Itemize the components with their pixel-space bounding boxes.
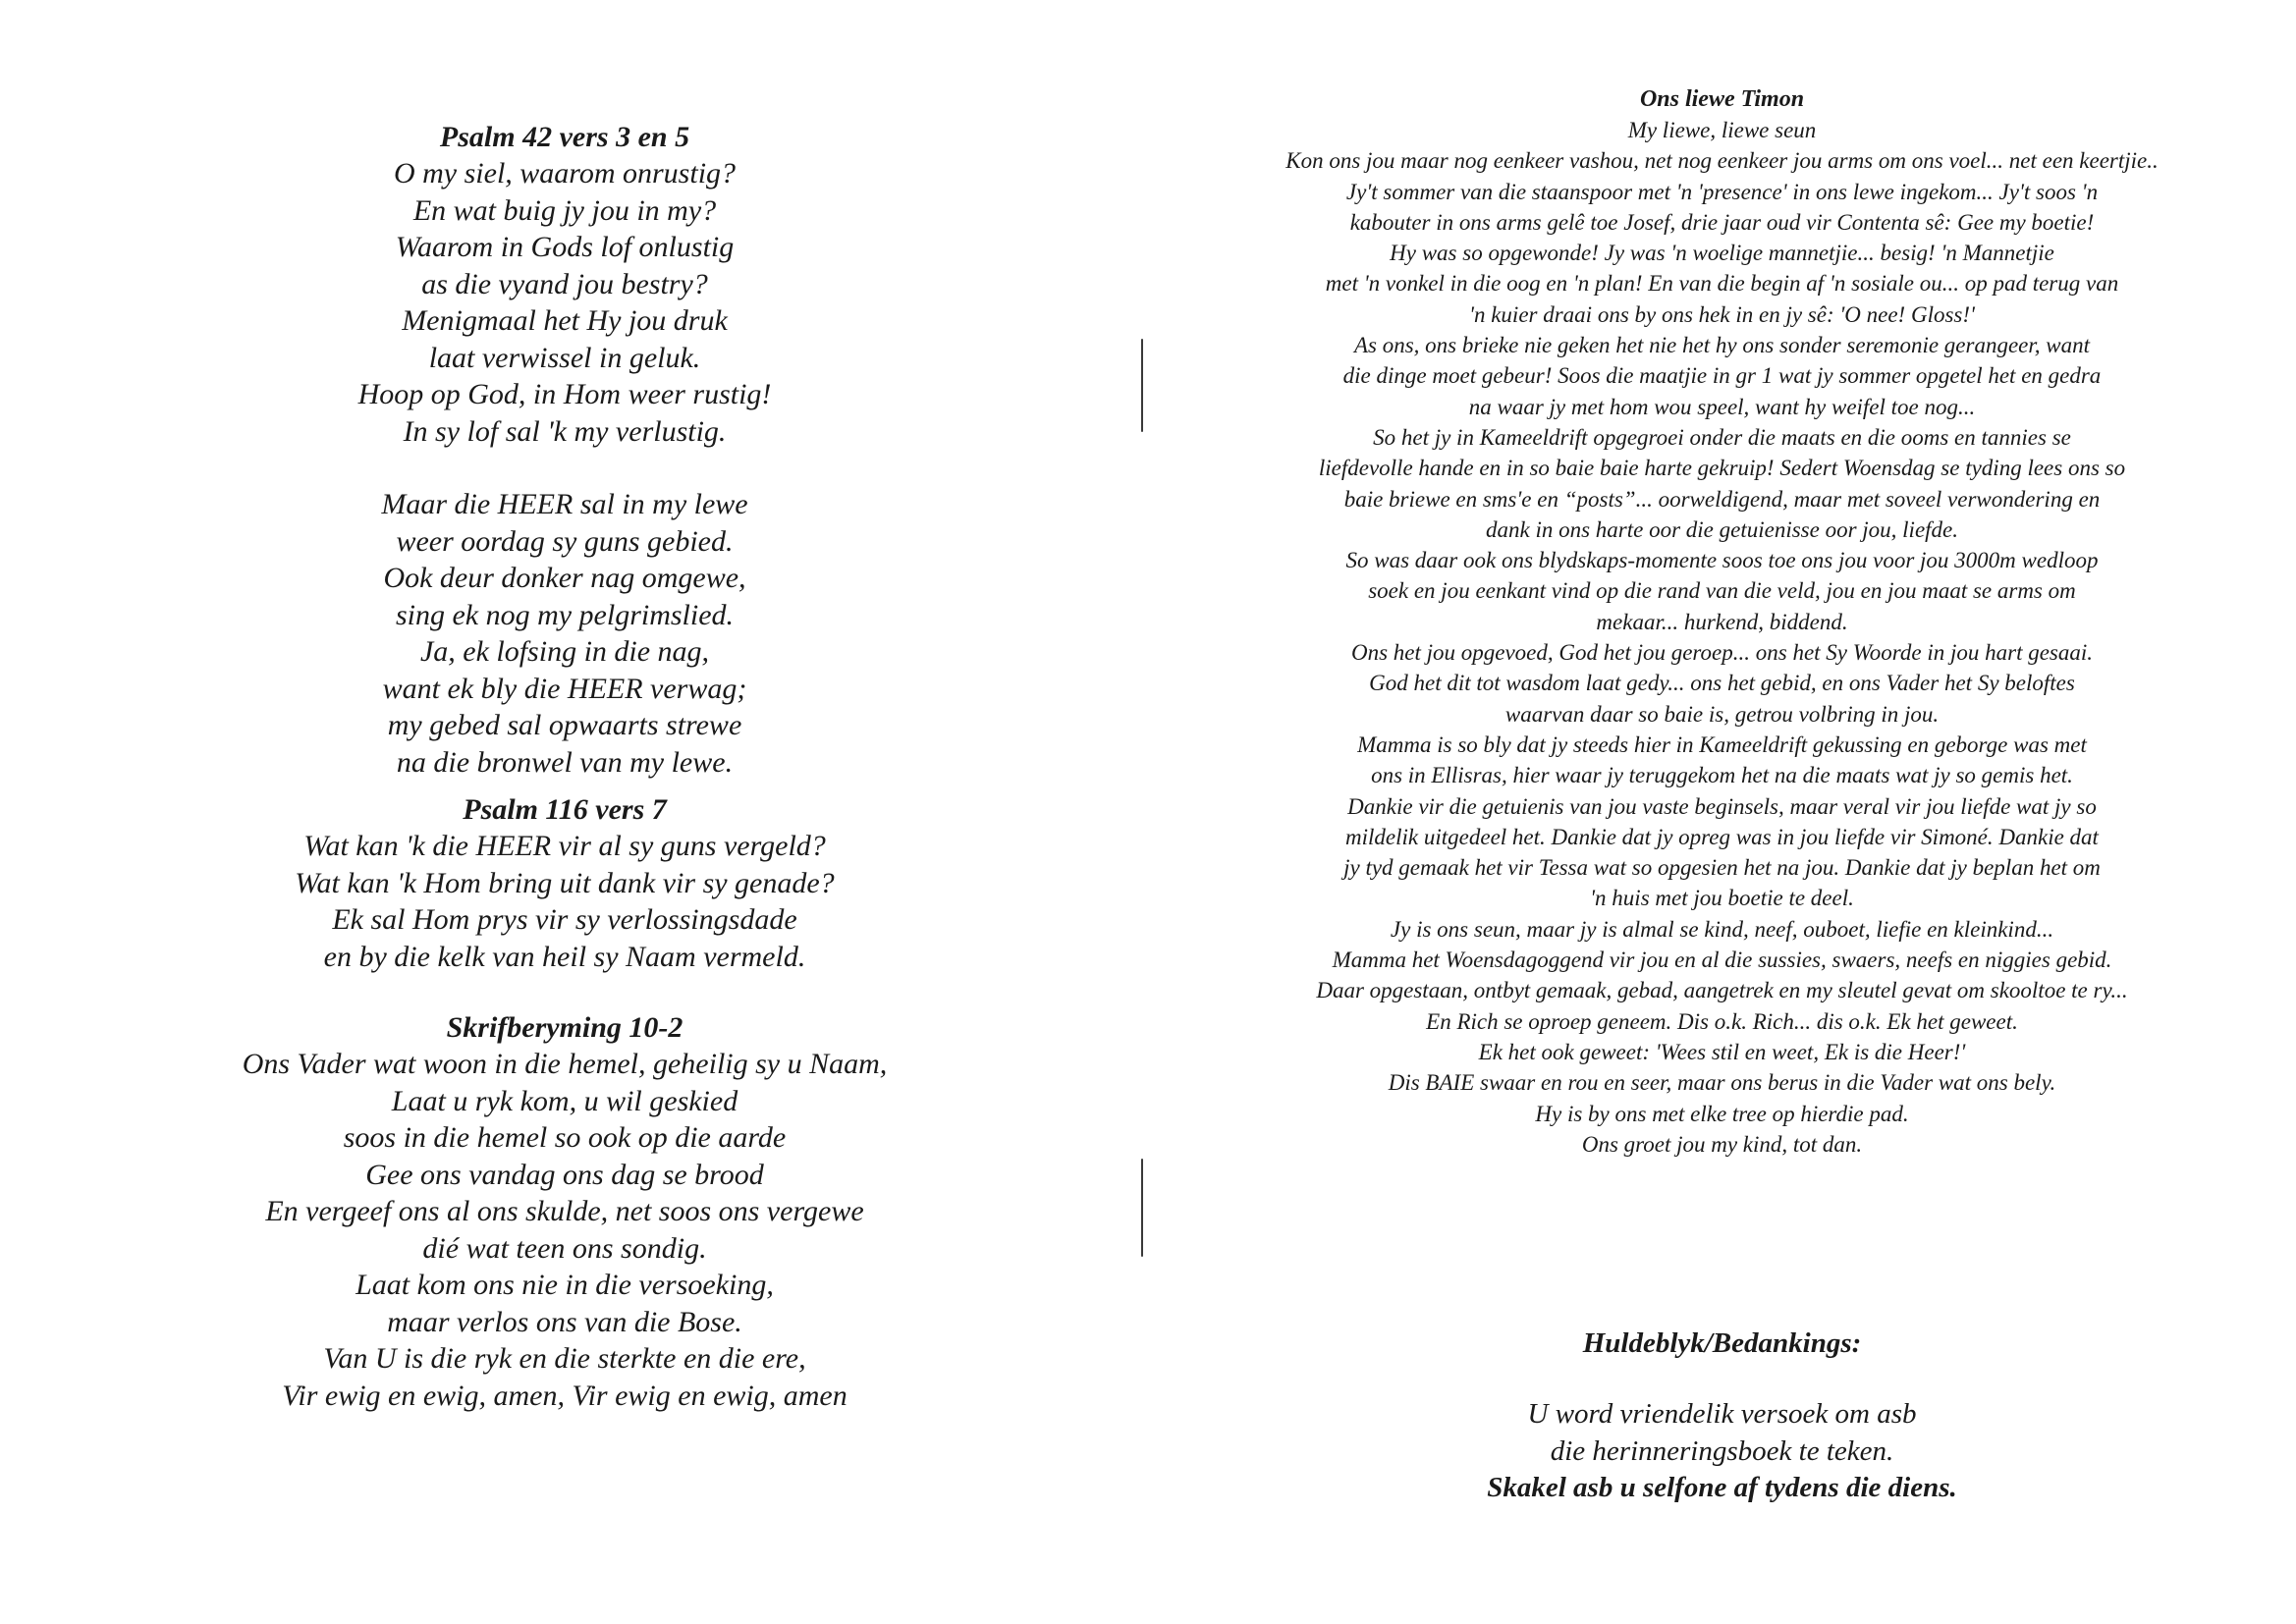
verse-line: Hoop op God, in Hom weer rustig! [357, 378, 772, 410]
verse-line: Menigmaal het Hy jou druk [402, 304, 728, 337]
verse-line: na die bronwel van my lewe. [396, 745, 734, 779]
verse-line: Wat kan 'k die HEER vir al sy guns vergeld? [303, 830, 826, 862]
letter-line: baie briewe en sms'e en “posts”... oorweldigend, maar met soveel verwondering en [1343, 486, 2101, 512]
verse-line: weer oordag sy guns gebied. [396, 524, 734, 558]
verse-line: In sy lof sal 'k my verlustig. [403, 414, 727, 448]
verse-line: Laat u ryk kom, u wil geskied [391, 1084, 738, 1117]
letter-line: met 'n vonkel in die oog en 'n plan! En van die begin af 'n sosiale ou... op pad terug van [1325, 271, 2119, 297]
verse-line: laat verwissel in geluk. [428, 341, 701, 374]
verse-line: sing ek nog my pelgrimslied. [395, 598, 735, 631]
right-page [1148, 0, 2296, 1624]
letter-line: die dinge moet gebeur! Soos die maatjie in gr 1 wat jy sommer opgetel het en gedra [1342, 363, 2102, 389]
letter-line: mildelik uitgedeel het. Dankie dat jy opreg was in jou liefde vir Simoné. Dankie dat [1345, 824, 2099, 849]
letter-line: kabouter in ons arms gelê toe Josef, drie jaar oud vir Contenta sê: Gee my boetie! [1349, 209, 2095, 235]
letter-heading: Ons liewe Timon [1639, 86, 1805, 112]
letter-line: En Rich se oproep geneem. Dis o.k. Rich... dis o.k. Ek het geweet. [1426, 1008, 2018, 1034]
letter-line: Dis BAIE swaar en rou en seer, maar ons berus in die Vader wat ons bely. [1388, 1070, 2056, 1096]
verse-line: En wat buig jy jou in my? [412, 193, 717, 227]
letter-line: Jy't sommer van die staanspoor met 'n 'presence' in ons lewe ingekom... Jy't soos 'n [1345, 179, 2099, 204]
letter-line: waarvan daar so baie is, getrou volbring in jou. [1504, 701, 1940, 727]
letter-line: 'n kuier draai ons by ons hek in en jy sê: 'O nee! Gloss!' [1469, 301, 1975, 327]
letter-line: Kon ons jou maar nog eenkeer vashou, net nog eenkeer jou arms om ons voel... net een keertjie.. [1285, 148, 2159, 174]
skrifberyming-heading: Skrifberyming 10-2 [446, 1011, 683, 1044]
letter-line: Ek het ook geweet: 'Wees stil en weet, Ek is die Heer!' [1478, 1039, 1966, 1064]
staple-mark-bottom [1141, 1159, 1143, 1257]
psalm-116-heading: Psalm 116 vers 7 [463, 793, 667, 826]
verse-line: my gebed sal opwaarts strewe [387, 709, 742, 741]
letter-line: Mamma is so bly dat jy steeds hier in Kameeldrift gekussing en geborge was met [1357, 731, 2087, 757]
letter-line: Ons groet jou my kind, tot dan. [1581, 1131, 1863, 1157]
letter-line: Ons het jou opgevoed, God het jou geroep... ons het Sy Woorde in jou hart gesaai. [1350, 640, 2094, 666]
letter-line: Daar opgestaan, ontbyt gemaak, gebad, aangetrek en my sleutel gevat om skooltoe te ry... [1316, 978, 2128, 1003]
verse-line: Ook deur donker nag omgewe, [383, 562, 746, 594]
tribute-heading: Huldeblyk/Bedankings: [1582, 1327, 1862, 1359]
tribute-section [1148, 1326, 2296, 1507]
letter-line: na waar jy met hom wou speel, want hy weifel toe nog... [1468, 394, 1976, 419]
verse-line: Gee ons vandag ons dag se brood [365, 1158, 764, 1191]
verse-line: Wat kan 'k Hom bring uit dank vir sy genade? [295, 866, 835, 899]
psalm-42-heading: Psalm 42 vers 3 en 5 [439, 121, 690, 153]
letter-line: My liewe, liewe seun [1627, 118, 1817, 142]
staple-mark-top [1141, 339, 1143, 432]
letter-line: Hy is by ons met elke tree op hierdie pad. [1535, 1101, 1909, 1126]
letter-line: 'n huis met jou boetie te deel. [1590, 886, 1854, 911]
letter-line: ons in Ellisras, hier waar jy teruggekom het na die maats wat jy so gemis het. [1371, 763, 2073, 788]
letter-line: soek en jou eenkant vind op die rand van die veld, jou en jou maat se arms om [1368, 578, 2076, 604]
verse-line: Ek sal Hom prys vir sy verlossingsdade [332, 903, 797, 936]
verse-line: as die vyand jou bestry? [421, 267, 708, 300]
tribute-request-line: U word vriendelik versoek om asb [1527, 1398, 1917, 1430]
letter-line: dank in ons harte oor die getuienisse oor jou, liefde. [1485, 516, 1959, 542]
left-page [0, 0, 1129, 1624]
letter-line: Jy is ons seun, maar jy is almal se kind, neef, ouboet, liefie en kleinkind... [1390, 916, 2054, 942]
letter-line: God het dit tot wasdom laat gedy... ons het gebid, en ons Vader het Sy beloftes [1369, 671, 2075, 696]
verse-line: maar verlos ons van die Bose. [387, 1305, 742, 1338]
verse-line: O my siel, waarom onrustig? [393, 157, 737, 189]
psalm-42-stanza-2 [0, 486, 1129, 781]
cellphone-notice: Skakel asb u selfone af tydens die diens. [1487, 1472, 1957, 1503]
verse-line: en by die kelk van heil sy Naam vermeld. [323, 940, 806, 973]
verse-line: want ek bly die HEER verwag; [382, 672, 747, 705]
letter-line: Hy was so opgewonde! Jy was 'n woelige mannetjie... besig! 'n Mannetjie [1390, 241, 2054, 266]
letter-line: So het jy in Kameeldrift opgegroei onder die maats en die ooms en tannies se [1373, 424, 2071, 450]
tribute-request-line: die herinneringsboek te teken. [1550, 1435, 1894, 1467]
verse-line: soos in die hemel so ook op die aarde [343, 1121, 787, 1154]
verse-line: Laat kom ons nie in die versoeking, [355, 1269, 774, 1301]
letter-line: jy tyd gemaak het vir Tessa wat so opgesien het na jou. Dankie dat jy beplan het om [1343, 855, 2101, 881]
letter-line: liefdevolle hande en in so baie baie harte gekruip! Sedert Woensdag se tyding lees ons so [1318, 456, 2126, 481]
verse-line: En vergeef ons al ons skulde, net soos ons vergewe [265, 1195, 864, 1227]
skrifberyming-section [0, 1010, 1129, 1414]
verse-line: Van U is die ryk en die sterkte en die ere, [323, 1342, 806, 1375]
verse-line: Ons Vader wat woon in die hemel, geheilig sy u Naam, [242, 1048, 888, 1080]
verse-line: Maar die HEER sal in my lewe [381, 488, 748, 520]
letter-section [1148, 84, 2296, 1160]
letter-line: mekaar... hurkend, biddend. [1596, 609, 1848, 634]
verse-line: Waarom in Gods lof onlustig [395, 231, 735, 263]
letter-line: So was daar ook ons blydskaps-momente soos toe ons jou voor jou 3000m wedloop [1345, 548, 2099, 573]
verse-line: dié wat teen ons sondig. [422, 1231, 707, 1265]
letter-line: As ons, ons brieke nie geken het nie het hy ons sonder seremonie gerangeer, want [1353, 333, 2091, 358]
verse-line: Ja, ek lofsing in die nag, [419, 635, 710, 668]
letter-line: Dankie vir die getuienis van jou vaste beginsels, maar veral vir jou liefde wat jy so [1347, 793, 2097, 819]
psalm-116-section [0, 792, 1129, 975]
verse-line: Vir ewig en ewig, amen, Vir ewig en ewig, amen [282, 1379, 847, 1412]
psalm-42-section [0, 120, 1129, 781]
psalm-42-stanza-1 [0, 155, 1129, 450]
letter-line: Mamma het Woensdagoggend vir jou en al die sussies, swaers, neefs en niggies gebid. [1332, 947, 2112, 973]
